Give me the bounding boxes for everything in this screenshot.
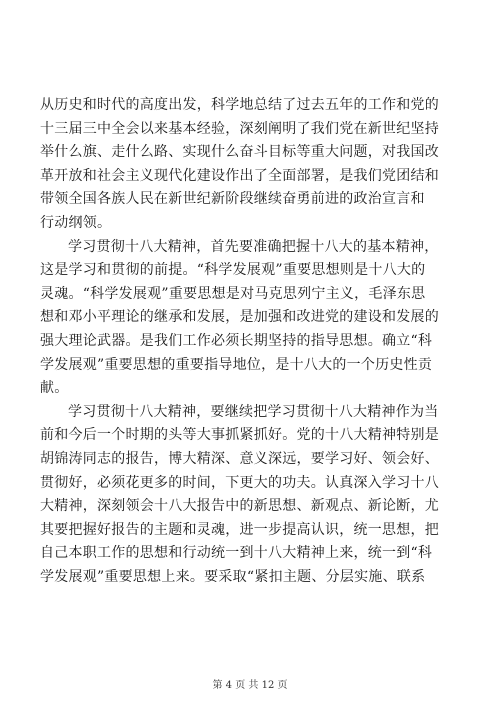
text-line: 前和今后一个时期的头等大事抓紧抓好。党的十八大精神特别是 xyxy=(40,427,439,444)
body-text xyxy=(40,94,462,589)
text-line: 献。 xyxy=(40,380,69,397)
text-line: 举什么旗、走什么路、实现什么奋斗目标等重大问题，对我国改 xyxy=(40,144,439,161)
text-line: 灵魂。“科学发展观”重要思想是对马克思列宁主义，毛泽东思 xyxy=(40,285,426,302)
text-line: 想和邓小平理论的继承和发展，是加强和改进党的建设和发展的 xyxy=(40,309,439,326)
paragraph-start-line: 学习贯彻十八大精神，要继续把学习贯彻十八大精神作为当 xyxy=(68,403,439,420)
text-line: 贯彻好，必须花更多的时间，下更大的功夫。认真深入学习十八 xyxy=(40,474,439,491)
text-line: 革开放和社会主义现代化建设作出了全面部署，是我们党团结和 xyxy=(40,167,439,184)
text-line: 其要把握好报告的主题和灵魂，进一步提高认识，统一思想，把 xyxy=(40,521,439,538)
text-line: 胡锦涛同志的报告，博大精深、意义深远，要学习好、领会好、 xyxy=(40,450,439,467)
text-line: 带领全国各族人民在新世纪新阶段继续奋勇前进的政治宣言和 xyxy=(40,191,425,208)
text-line: 行动纲领。 xyxy=(40,214,112,231)
text-line: 大精神，深刻领会十八大报告中的新思想、新观点、新论断，尤 xyxy=(40,498,439,515)
paragraph-start-line: 学习贯彻十八大精神，首先要准确把握十八大的基本精神， xyxy=(68,238,439,255)
page-number-footer: 第 4 页 共 12 页 xyxy=(212,680,288,691)
text-line: 学发展观”重要思想上来。要采取“紧扣主题、分层实施、联系 xyxy=(40,568,426,585)
text-line: 学发展观”重要思想的重要指导地位，是十八大的一个历史性贡 xyxy=(40,356,433,373)
text-line: 这是学习和贯彻的前提。“科学发展观”重要思想则是十八大的 xyxy=(40,262,426,279)
text-line: 自己本职工作的思想和行动统一到十八大精神上来，统一到“科 xyxy=(40,545,433,562)
text-line: 十三届三中全会以来基本经验，深刻阐明了我们党在新世纪坚持 xyxy=(40,120,439,137)
text-line: 从历史和时代的高度出发，科学地总结了过去五年的工作和党的 xyxy=(40,97,439,113)
text-line: 强大理论武器。是我们工作必须长期坚持的指导思想。确立“科 xyxy=(40,332,433,349)
